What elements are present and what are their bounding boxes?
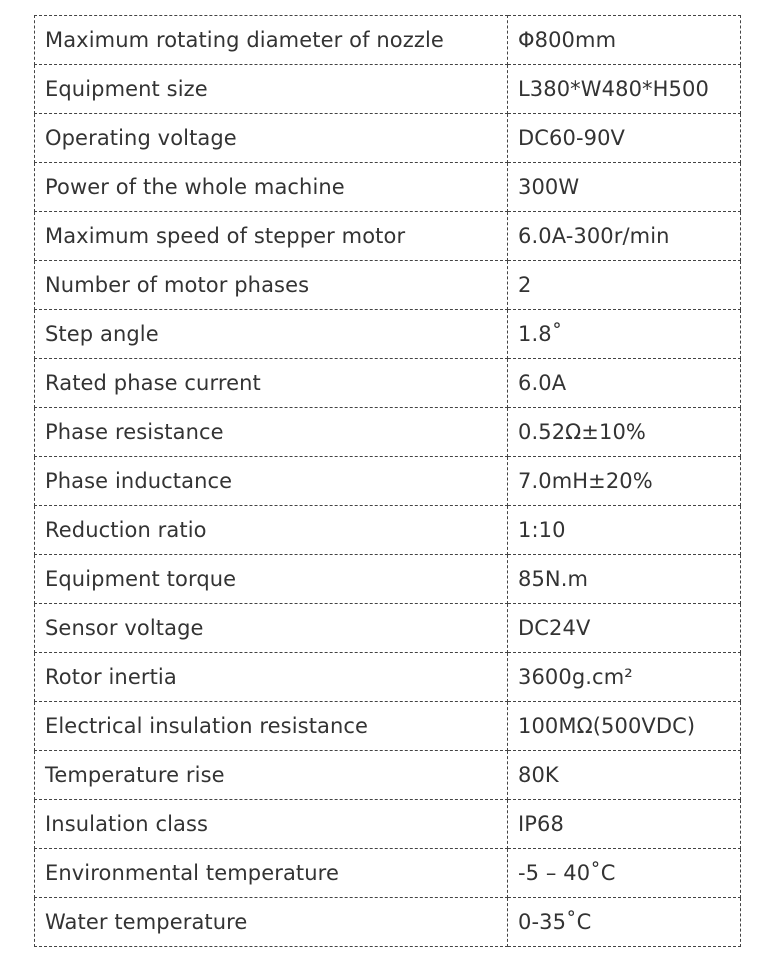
spec-name: Rated phase current [35, 359, 508, 408]
spec-name: Insulation class [35, 800, 508, 849]
table-row [35, 408, 741, 457]
spec-value: 85N.m [508, 555, 741, 604]
spec-value: 0.52Ω±10% [508, 408, 741, 457]
spec-name: Reduction ratio [35, 506, 508, 555]
spec-name: Temperature rise [35, 751, 508, 800]
spec-name: Rotor inertia [35, 653, 508, 702]
spec-name: Step angle [35, 310, 508, 359]
spec-value: 80K [508, 751, 741, 800]
table-row [35, 555, 741, 604]
spec-name: Equipment size [35, 65, 508, 114]
table-row [35, 898, 741, 947]
table-row [35, 310, 741, 359]
spec-value: 1.8˚ [508, 310, 741, 359]
spec-name: Equipment torque [35, 555, 508, 604]
spec-value: DC60-90V [508, 114, 741, 163]
table-row [35, 163, 741, 212]
spec-value: 0-35˚C [508, 898, 741, 947]
spec-value: DC24V [508, 604, 741, 653]
table-row [35, 604, 741, 653]
spec-name: Maximum speed of stepper motor [35, 212, 508, 261]
spec-value: 300W [508, 163, 741, 212]
spec-value: L380*W480*H500 [508, 65, 741, 114]
table-row [35, 261, 741, 310]
spec-value: 3600g.cm² [508, 653, 741, 702]
table-row [35, 653, 741, 702]
spec-value: 100MΩ(500VDC) [508, 702, 741, 751]
table-row [35, 16, 741, 65]
table-row [35, 800, 741, 849]
spec-value: 6.0A [508, 359, 741, 408]
spec-table-body [35, 16, 741, 947]
spec-name: Sensor voltage [35, 604, 508, 653]
spec-value: 6.0A-300r/min [508, 212, 741, 261]
spec-name: Environmental temperature [35, 849, 508, 898]
spec-value: 2 [508, 261, 741, 310]
spec-value: 7.0mH±20% [508, 457, 741, 506]
spec-value: 1:10 [508, 506, 741, 555]
table-row [35, 65, 741, 114]
spec-value: IP68 [508, 800, 741, 849]
spec-value: Φ800mm [508, 16, 741, 65]
spec-name: Electrical insulation resistance [35, 702, 508, 751]
spec-name: Phase resistance [35, 408, 508, 457]
table-row [35, 506, 741, 555]
table-row [35, 359, 741, 408]
spec-table [34, 15, 741, 947]
table-row [35, 212, 741, 261]
spec-name: Number of motor phases [35, 261, 508, 310]
table-row [35, 702, 741, 751]
table-row [35, 751, 741, 800]
spec-value: -5 – 40˚C [508, 849, 741, 898]
table-row [35, 114, 741, 163]
spec-name: Phase inductance [35, 457, 508, 506]
spec-name: Operating voltage [35, 114, 508, 163]
table-row [35, 457, 741, 506]
spec-name: Maximum rotating diameter of nozzle [35, 16, 508, 65]
spec-name: Power of the whole machine [35, 163, 508, 212]
table-row [35, 849, 741, 898]
spec-name: Water temperature [35, 898, 508, 947]
